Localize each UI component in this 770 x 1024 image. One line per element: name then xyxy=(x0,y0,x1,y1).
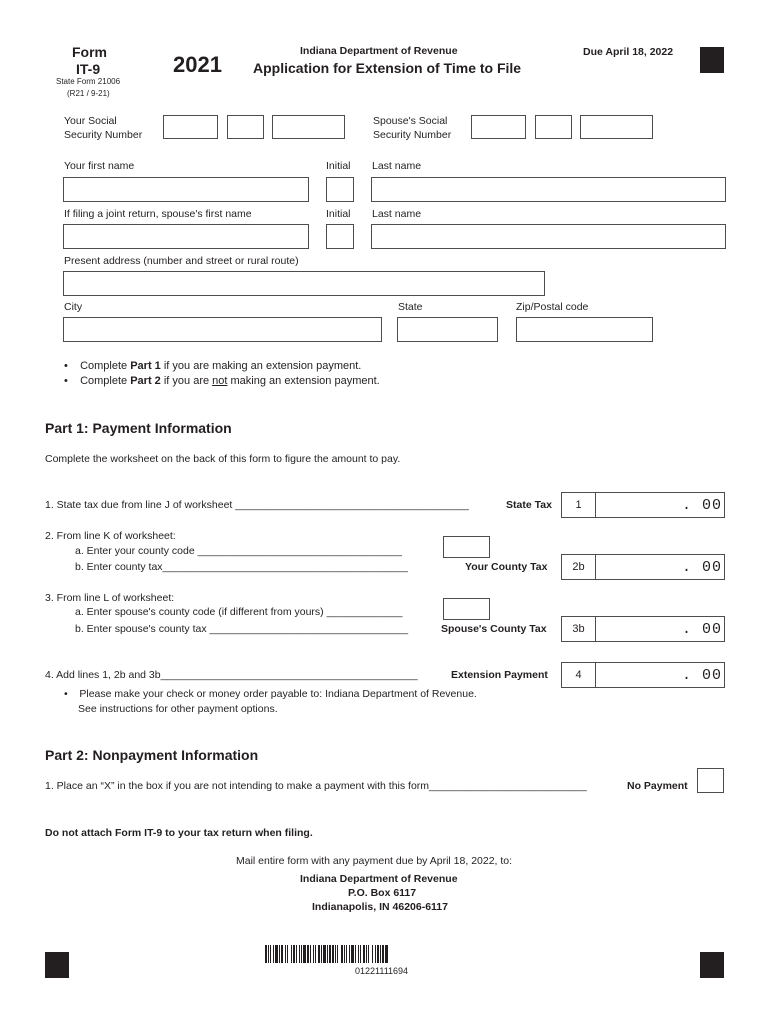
line1-number-cell: 1 xyxy=(561,492,595,518)
state-label: State xyxy=(398,301,423,313)
state-field[interactable] xyxy=(397,317,498,342)
line3-label: Spouse's County Tax xyxy=(441,623,547,635)
part1-heading: Part 1: Payment Information xyxy=(45,420,232,436)
form-word: Form xyxy=(72,44,107,60)
line1-text: 1. State tax due from line J of worksheet ________________________________________ xyxy=(45,499,469,511)
form-title: Application for Extension of Time to File xyxy=(253,60,522,76)
mail-instruction: Mail entire form with any payment due by April 18, 2022, to: xyxy=(236,855,513,867)
line4-amount-field[interactable] xyxy=(595,662,725,688)
spouse-initial-field[interactable] xyxy=(326,224,354,249)
line2-amount-field[interactable] xyxy=(595,554,725,580)
instruction-1-post: if you are making an extension payment. xyxy=(160,360,362,372)
registration-mark-top-right xyxy=(700,47,724,73)
form-revision: (R21 / 9-21) xyxy=(67,89,110,98)
spouse-first-name-field[interactable] xyxy=(63,224,309,249)
your-ssn-part3-field[interactable] xyxy=(272,115,345,139)
do-not-attach-warning: Do not attach Form IT-9 to your tax return when filing. xyxy=(45,827,313,839)
line1-amount-field[interactable] xyxy=(595,492,725,518)
line3-number-cell: 3b xyxy=(561,616,595,642)
your-ssn-label-line1: Your Social xyxy=(64,115,117,127)
spouse-county-code-field[interactable] xyxy=(443,598,490,620)
due-date: Due April 18, 2022 xyxy=(583,46,674,58)
instruction-bullet-2: • Complete Part 2 if you are not making an extension payment. xyxy=(64,375,380,387)
your-ssn-part1-field[interactable] xyxy=(163,115,218,139)
line2-cents: . 00 xyxy=(681,559,722,576)
spouse-ssn-part3-field[interactable] xyxy=(580,115,653,139)
barcode xyxy=(265,945,389,963)
instruction-1-bold: Part 1 xyxy=(130,360,161,372)
instruction-2-post: making an extension payment. xyxy=(227,375,380,387)
line2-label: Your County Tax xyxy=(465,561,548,573)
your-ssn-part2-field[interactable] xyxy=(227,115,264,139)
barcode-bar xyxy=(388,945,389,963)
line1-cents: . 00 xyxy=(681,497,722,514)
form-id: IT-9 xyxy=(76,61,101,77)
spouse-ssn-label-line2: Security Number xyxy=(373,129,452,141)
payment-note-line2: See instructions for other payment options. xyxy=(78,703,278,715)
agency-name: Indiana Department of Revenue xyxy=(300,45,458,57)
instruction-2-mid: if you are xyxy=(160,375,213,387)
spouse-ssn-label-line1: Spouse's Social xyxy=(373,115,448,127)
last-name-field[interactable] xyxy=(371,177,726,202)
line2-number-cell: 2b xyxy=(561,554,595,580)
instruction-1-pre: Complete xyxy=(80,360,131,372)
spouse-ssn-part2-field[interactable] xyxy=(535,115,572,139)
line4-cents: . 00 xyxy=(681,667,722,684)
line3a-text: a. Enter spouse's county code (if different from yours) _____________ xyxy=(75,606,403,618)
state-form-number: State Form 21006 xyxy=(56,77,121,86)
line2-heading: 2. From line K of worksheet: xyxy=(45,530,176,542)
city-field[interactable] xyxy=(63,317,382,342)
line4-label: Extension Payment xyxy=(451,669,548,681)
mail-address-line1: Indiana Department of Revenue xyxy=(300,873,458,885)
payment-note-line1: • Please make your check or money order payable to: Indiana Department of Revenue. xyxy=(64,688,477,700)
line2b-text: b. Enter county tax__________________________________________ xyxy=(75,561,408,573)
line2a-text: a. Enter your county code ___________________________________ xyxy=(75,545,402,557)
address-field[interactable] xyxy=(63,271,545,296)
spouse-last-name-field[interactable] xyxy=(371,224,726,249)
part1-intro: Complete the worksheet on the back of this form to figure the amount to pay. xyxy=(45,453,401,465)
your-ssn-label-line2: Security Number xyxy=(64,129,143,141)
line4-number-cell: 4 xyxy=(561,662,595,688)
county-code-field[interactable] xyxy=(443,536,490,558)
spouse-last-name-label: Last name xyxy=(372,208,422,220)
line3b-text: b. Enter spouse's county tax __________________________________ xyxy=(75,623,409,635)
mail-address-line3: Indianapolis, IN 46206-6117 xyxy=(312,901,448,913)
spouse-initial-label: Initial xyxy=(326,208,351,220)
instruction-2-bold: Part 2 xyxy=(130,375,161,387)
line3-cents: . 00 xyxy=(681,621,722,638)
address-label: Present address (number and street or rural route) xyxy=(64,255,299,267)
line4-text: 4. Add lines 1, 2b and 3b____________________________________________ xyxy=(45,669,418,681)
zip-label: Zip/Postal code xyxy=(516,301,589,313)
initial-label: Initial xyxy=(326,160,351,172)
first-name-field[interactable] xyxy=(63,177,309,202)
mail-address-line2: P.O. Box 6117 xyxy=(348,887,417,899)
registration-mark-bottom-left xyxy=(45,952,69,978)
no-payment-checkbox[interactable] xyxy=(697,768,724,793)
line3-amount-field[interactable] xyxy=(595,616,725,642)
first-name-label: Your first name xyxy=(64,160,135,172)
payment-note-text1: Please make your check or money order payable to: Indiana Department of Revenue. xyxy=(79,688,477,700)
zip-field[interactable] xyxy=(516,317,653,342)
instruction-2-underline: not xyxy=(212,375,228,387)
line1-label: State Tax xyxy=(506,499,552,511)
tax-year: 2021 xyxy=(173,52,222,77)
spouse-first-name-label: If filing a joint return, spouse's first name xyxy=(64,208,252,220)
barcode-number: 01221111694 xyxy=(355,966,409,976)
instruction-2-pre: Complete xyxy=(80,375,131,387)
no-payment-label: No Payment xyxy=(627,780,688,792)
registration-mark-bottom-right xyxy=(700,952,724,978)
city-label: City xyxy=(64,301,83,313)
last-name-label: Last name xyxy=(372,160,422,172)
line3-heading: 3. From line L of worksheet: xyxy=(45,592,175,604)
initial-field[interactable] xyxy=(326,177,354,202)
instruction-bullet-1: • Complete Part 1 if you are making an extension payment. xyxy=(64,360,362,372)
part2-line1-text: 1. Place an “X” in the box if you are not intending to make a payment with this form___________________________ xyxy=(45,780,587,792)
part2-heading: Part 2: Nonpayment Information xyxy=(45,747,259,763)
spouse-ssn-part1-field[interactable] xyxy=(471,115,526,139)
